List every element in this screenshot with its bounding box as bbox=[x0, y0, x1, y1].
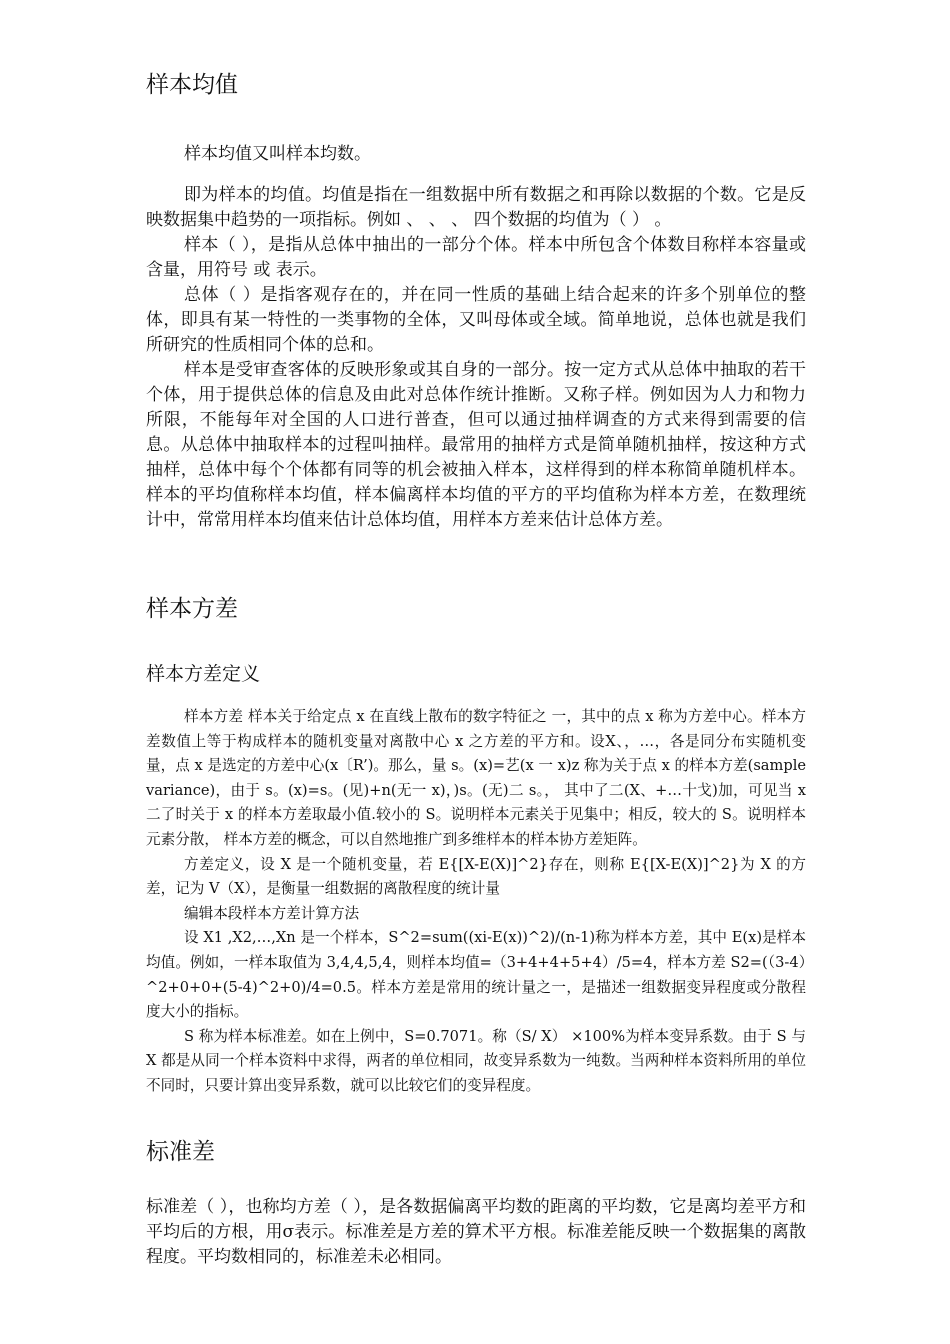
paragraph: 样本（ ），是指从总体中抽出的一部分个体。样本中所包含个体数目称样本容量或含量，用符号 或 表示。 bbox=[146, 235, 806, 280]
paragraph: 样本是受审查客体的反映形象或其自身的一部分。按一定方式从总体中抽取的若干个体，用于提供总体的信息及由此对总体作统计推断。又称子样。例如因为人力和物力所限，不能每年对全国的人口进行普查，但可以通过抽样调查的方式来得到需要的信息。从总体中抽取样本的过程叫抽样。最常用的抽样方式是简单随机抽样，按这种方式抽样，总体中每个个体都有同等的机会被抽入样本，这样得到的样本称简单随机样本。样本的平均值称样本均值，样本偏离样本均值的平方的平均值称为样本方差，在数理统计中，常常用样本均值来估计总体均值，用样本方差来估计总体方差。 bbox=[146, 360, 806, 530]
section-heading-sample-variance: 样本方差 bbox=[146, 596, 238, 622]
paragraph: 总体（ ）是指客观存在的，并在同一性质的基础上结合起来的许多个别单位的整体，即具有某一特性的一类事物的全体，又叫母体或全域。简单地说，总体也就是我们所研究的性质相同个体的总和。 bbox=[146, 285, 806, 355]
subheading-variance-definition: 样本方差定义 bbox=[146, 663, 261, 685]
paragraph: 即为样本的均值。均值是指在一组数据中所有数据之和再除以数据的个数。它是反映数据集中趋势的一项指标。例如 、 、 、 四个数据的均值为（ ） 。 bbox=[146, 185, 806, 230]
standard-deviation-body bbox=[146, 1195, 806, 1270]
paragraph: 标准差（ ），也称均方差（ ），是各数据偏离平均数的距离的平均数，它是离均差平方和平均后的方根，用σ表示。标准差是方差的算术平方根。标准差能反映一个数据集的离散程度。平均数相同的，标准差未必相同。 bbox=[146, 1197, 806, 1267]
sample-mean-body bbox=[146, 183, 806, 533]
paragraph: 方差定义，设 X 是一个随机变量，若 E{[X-E(X)]^2}存在，则称 E{[X-E(X)]^2}为 X 的方差，记为 V（X），是衡量一组数据的离散程度的统计量 bbox=[146, 855, 806, 898]
paragraph: 样本方差 样本关于给定点 x 在直线上散布的数字特征之 一，其中的点 x 称为方差中心。样本方差数值上等于构成样本的随机变量对离散中心 x 之方差的平方和。设X、，…，各是同分布实随机变 量，点 x 是选定的方差中心(x〔R’)。那么，量 s。(x)=艺(x 一 x)z 称为关于点 x 的样本方差(sample variance)，由于 s。(x)=s。(见)+n(无一 x)，)s。(无)二 s。， 其中了二(X、+…十戈)加，可见当 x 二了时关于 x 的样本方差取最小值.较小的 S。说明样本元素关于见集中；相反，较大的 S。说明样本元素分散， 样本方差的概念，可以自然地推广到多维样本的样本协方差矩阵。 bbox=[146, 708, 806, 848]
section-heading-standard-deviation: 标准差 bbox=[146, 1139, 215, 1165]
sample-mean-intro bbox=[146, 142, 806, 167]
sample-variance-body bbox=[146, 705, 806, 1099]
section-heading-sample-mean: 样本均值 bbox=[146, 72, 238, 98]
paragraph: 设 X1 ,X2,…,Xn 是一个样本，S^2=sum((xi-E(x))^2)/(n-1)称为样本方差，其中 E(x)是样本均值。例如，一样本取值为 3,4,4,5,4，则样本均值=（3+4+4+5+4）/5=4，样本方差 S2=(（3-4）^2+0+0+(5-4)^2+0)/4=0.5。样本方差是常用的统计量之一，是描述一组数据变异程度或分散程度大小的指标。 bbox=[146, 929, 806, 1021]
paragraph: 样本均值又叫样本均数。 bbox=[184, 144, 371, 164]
paragraph: S 称为样本标准差。如在上例中，S=0.7071。称（S/ X） ×100%为样本变异系数。由于 S 与 X 都是从同一个样本资料中求得，两者的单位相同，故变异系数为一纯数。当两种样本资料所用的单位不同时，只要计算出变异系数，就可以比较它们的变异程度。 bbox=[146, 1027, 806, 1094]
paragraph: 编辑本段样本方差计算方法 bbox=[184, 904, 360, 922]
